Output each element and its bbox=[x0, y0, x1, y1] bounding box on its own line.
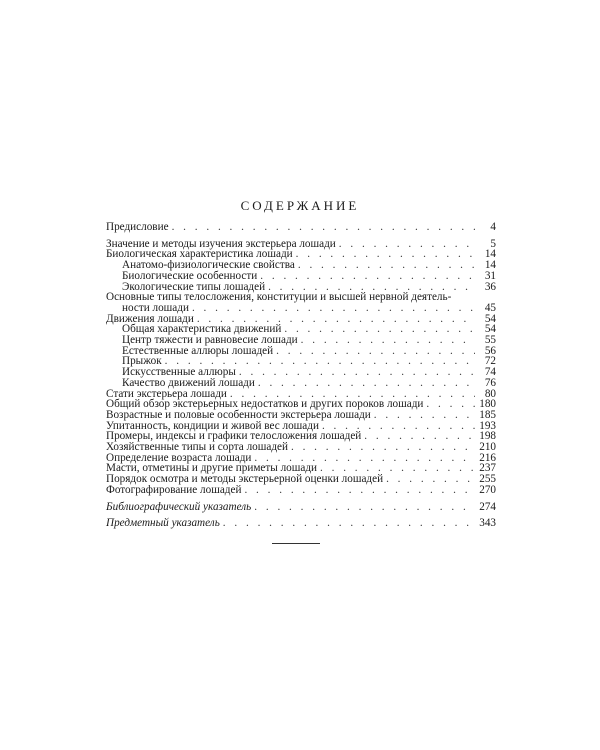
toc-entry-label: ности лошади bbox=[122, 301, 189, 314]
toc-entry-label: Общий обзор экстерьерных недостатков и других пороков лошади bbox=[106, 398, 424, 411]
leader-dots bbox=[254, 502, 475, 513]
toc-page-number: 45 bbox=[484, 301, 496, 314]
toc-entry bbox=[106, 502, 496, 513]
leader-dots bbox=[426, 399, 475, 410]
toc-entry-label: Определение возраста лошади bbox=[106, 451, 252, 464]
toc-entry-label: Возрастные и половые особенности экстерьера лошади bbox=[106, 408, 371, 421]
toc-page-number: 216 bbox=[479, 451, 496, 464]
toc-entry-label: Движения лошади bbox=[106, 312, 194, 325]
toc-entry-label: Предметный указатель bbox=[106, 517, 220, 530]
toc-entry-label: Центр тяжести и равновесие лошади bbox=[122, 334, 298, 347]
toc-entry-label: Масти, отметины и другие приметы лошади bbox=[106, 462, 318, 475]
toc-page-number: 180 bbox=[479, 398, 496, 411]
toc-page-number: 185 bbox=[479, 408, 496, 421]
toc-page-number: 198 bbox=[479, 430, 496, 443]
toc-page-number: 270 bbox=[479, 483, 496, 496]
toc-page-number: 14 bbox=[484, 248, 496, 261]
toc-entry bbox=[106, 222, 496, 233]
toc-page-number: 76 bbox=[484, 376, 496, 389]
toc-subentry bbox=[106, 378, 496, 389]
toc-page-number: 54 bbox=[484, 312, 496, 325]
leader-dots bbox=[296, 249, 475, 260]
toc-entry-label: Биологические особенности bbox=[122, 269, 258, 282]
toc-entry-label: Анатомо-физиологические свойства bbox=[122, 259, 295, 272]
toc-page-number: 31 bbox=[484, 269, 496, 282]
toc-entry-label: Естественные аллюры лошадей bbox=[122, 344, 274, 357]
toc-page-number: 55 bbox=[484, 334, 496, 347]
leader-dots bbox=[291, 442, 475, 453]
toc-page-number: 5 bbox=[490, 237, 496, 250]
toc-entry-label: Предисловие bbox=[106, 221, 169, 233]
toc-page-number: 237 bbox=[479, 462, 496, 475]
leader-dots bbox=[339, 239, 475, 250]
leader-dots bbox=[258, 378, 475, 389]
toc-page-number: 80 bbox=[484, 387, 496, 400]
toc-page-number: 56 bbox=[484, 344, 496, 357]
toc-page-number: 72 bbox=[484, 355, 496, 368]
toc-subentry bbox=[106, 346, 496, 357]
toc-entry-label: Общая характеристика движений bbox=[122, 323, 282, 336]
leader-dots bbox=[244, 485, 475, 496]
toc-entry-label: Основные типы телосложения, конституции и высшей нервной деятель- bbox=[106, 291, 452, 304]
leader-dots bbox=[386, 474, 475, 485]
leader-dots bbox=[172, 222, 475, 233]
toc-entry bbox=[106, 485, 496, 496]
toc-entry-label: Прыжок bbox=[122, 355, 162, 368]
toc-entry-label: Качество движений лошади bbox=[122, 376, 255, 389]
toc-entry-label: Фотографирование лошадей bbox=[106, 483, 242, 496]
leader-dots bbox=[298, 260, 475, 271]
toc-page-number: 255 bbox=[479, 473, 496, 486]
toc-subentry bbox=[106, 271, 496, 282]
toc-entry-label: Искусственные аллюры bbox=[122, 366, 236, 379]
leader-dots bbox=[239, 367, 475, 378]
toc-page-number: 343 bbox=[479, 517, 496, 530]
leader-dots bbox=[223, 518, 475, 529]
toc-page-number: 274 bbox=[479, 500, 496, 513]
toc-entry-label: Библиографический указатель bbox=[106, 500, 252, 513]
toc-entry-label: Значение и методы изучения экстерьера лошади bbox=[106, 237, 336, 250]
table-of-contents bbox=[106, 222, 496, 529]
toc-page-number: 4 bbox=[490, 221, 496, 233]
toc-entry-label: Порядок осмотра и методы экстерьерной оценки лошадей bbox=[106, 473, 384, 486]
closing-rule bbox=[272, 543, 320, 544]
leader-dots bbox=[364, 431, 475, 442]
leader-dots bbox=[276, 346, 475, 357]
toc-entry-label: Упитанность, кондиции и живой вес лошади bbox=[106, 419, 319, 432]
leader-dots bbox=[260, 271, 475, 282]
toc-entry-label: Промеры, индексы и графики телосложения лошадей bbox=[106, 430, 362, 443]
toc-page-number: 193 bbox=[479, 419, 496, 432]
toc-entry-label: Экологические типы лошадей bbox=[122, 280, 266, 293]
leader-dots bbox=[192, 303, 475, 314]
toc-entry-label: Биологическая характеристика лошади bbox=[106, 248, 293, 261]
toc-page-number: 14 bbox=[484, 259, 496, 272]
leader-dots bbox=[374, 410, 475, 421]
page-title: СОДЕРЖАНИЕ bbox=[240, 198, 360, 213]
toc-entry-label: Стати экстерьера лошади bbox=[106, 387, 227, 400]
toc-page-number: 54 bbox=[484, 323, 496, 336]
toc-entry-label: Хозяйственные типы и сорта лошадей bbox=[106, 441, 288, 454]
leader-dots bbox=[301, 335, 475, 346]
toc-entry bbox=[106, 518, 496, 529]
leader-dots bbox=[284, 324, 475, 335]
toc-page-number: 210 bbox=[479, 441, 496, 454]
toc-page-number: 74 bbox=[484, 366, 496, 379]
toc-page-number: 36 bbox=[484, 280, 496, 293]
